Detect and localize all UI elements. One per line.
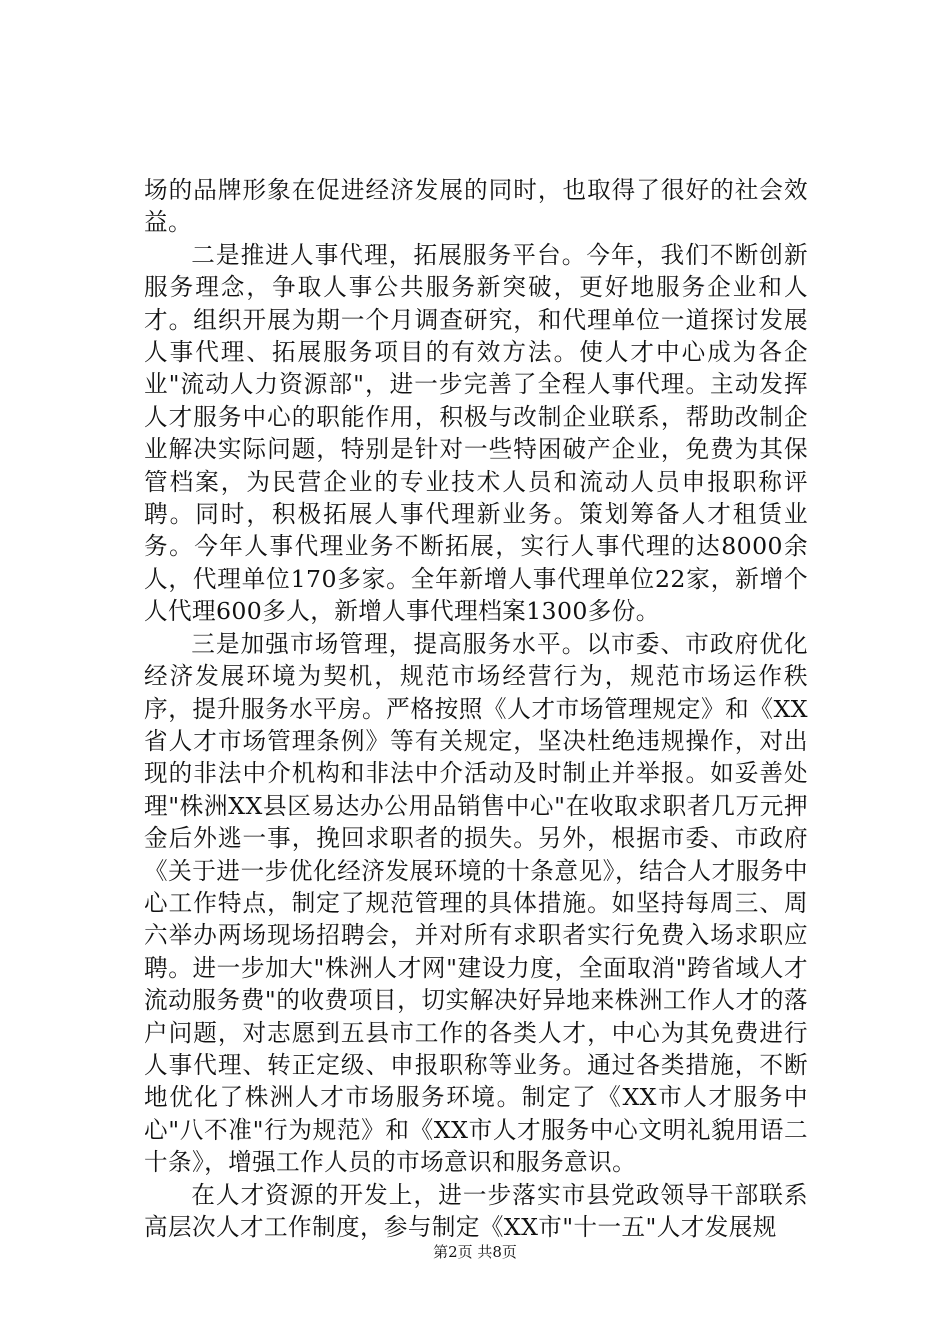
paragraph-continuation: 场的品牌形象在促进经济发展的同时，也取得了很好的社会效益。 <box>144 176 808 237</box>
page-number-label: 第2页 共8页 <box>433 1243 517 1261</box>
paragraph-talent-development: 在人才资源的开发上，进一步落实市县党政领导干部联系高层次人才工作制度，参与制定《XX市"十一五"人才发展规 <box>144 1180 808 1241</box>
paragraph-personnel-agency: 二是推进人事代理，拓展服务平台。今年，我们不断创新服务理念，争取人事公共服务新突破，更好地服务企业和人才。组织开展为期一个月调查研究，和代理单位一道探讨发展人事代理、拓展服务项目的有效方法。使人才中心成为各企业"流动人力资源部"，进一步完善了全程人事代理。主动发挥人才服务中心的职能作用，积极与改制企业联系，帮助改制企业解决实际问题，特别是针对一些特困破产企业，免费为其保管档案，为民营企业的专业技术人员和流动人员申报职称评聘。同时，积极拓展人事代理新业务。策划筹备人才租赁业务。今年人事代理业务不断拓展，实行人事代理的达8000余人，代理单位170多家。全年新增人事代理单位22家，新增个人代理600多人，新增人事代理档案1300多份。 <box>144 240 808 626</box>
paragraph-market-management: 三是加强市场管理，提高服务水平。以市委、市政府优化经济发展环境为契机，规范市场经营行为，规范市场运作秩序，提升服务水平房。严格按照《人才市场管理规定》和《XX省人才市场管理条例》等有关规定，坚决杜绝违规操作，对出现的非法中介机构和非法中介活动及时制止并举报。如妥善处理"株洲XX县区易达办公用品销售中心"在收取求职者几万元押金后外逃一事，挽回求职者的损失。另外，根据市委、市政府《关于进一步优化经济发展环境的十条意见》，结合人才服务中心工作特点，制定了规范管理的具体措施。如坚持每周三、周六举办两场现场招聘会，并对所有求职者实行免费入场求职应聘。进一步加大"株洲人才网"建设力度，全面取消"跨省域人才流动服务费"的收费项目，切实解决好异地来株洲工作人才的落户问题，对志愿到五县市工作的各类人才，中心为其免费进行人事代理、转正定级、申报职称等业务。通过各类措施，不断地优化了株洲人才市场服务环境。制定了《XX市人才服务中心"八不准"行为规范》和《XX市人才服务中心文明礼貌用语二十条》，增强工作人员的市场意识和服务意识。 <box>144 629 808 1177</box>
document-body <box>144 174 808 1243</box>
page-footer <box>0 1242 950 1262</box>
